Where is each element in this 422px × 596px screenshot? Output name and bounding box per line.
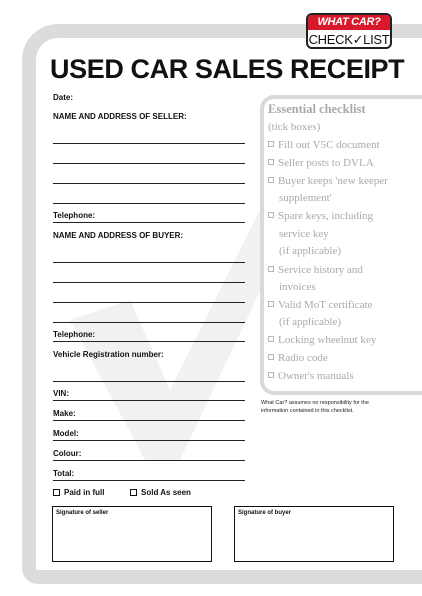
colour-line[interactable] <box>53 460 245 461</box>
seller-signature-box[interactable] <box>52 506 212 562</box>
make-line[interactable] <box>53 420 245 421</box>
checklist-item[interactable]: Locking wheelnut key <box>268 332 376 349</box>
checkbox-icon[interactable] <box>268 301 274 307</box>
checklist-heading: Essential checklist <box>268 102 366 116</box>
buyer-heading: NAME AND ADDRESS OF BUYER: <box>53 231 184 240</box>
checkbox-icon[interactable] <box>268 212 274 218</box>
logo-checklist-text: CHECK✓LIST <box>308 32 390 47</box>
checklist-item-continued: service key <box>279 228 329 240</box>
registration-line[interactable] <box>53 381 245 382</box>
checklist-item[interactable]: Spare keys, including <box>268 208 373 225</box>
checkbox-icon[interactable] <box>130 489 137 496</box>
checkbox-icon[interactable] <box>53 489 60 496</box>
checklist-subheading: (tick boxes) <box>268 121 321 133</box>
buyer-address-line-4[interactable] <box>53 322 245 323</box>
total-label: Total: <box>53 469 75 478</box>
sold-as-seen-option[interactable]: Sold As seen <box>130 488 191 497</box>
checkbox-icon[interactable] <box>268 141 274 147</box>
checkbox-icon[interactable] <box>268 336 274 342</box>
checklist-item-continued: (if applicable) <box>279 316 341 328</box>
checklist-item[interactable]: Service history and <box>268 262 363 279</box>
colour-label: Colour: <box>53 449 82 458</box>
checklist-item[interactable]: Owner's manuals <box>268 368 354 385</box>
paid-in-full-option[interactable]: Paid in full <box>53 488 104 497</box>
checklist-item[interactable]: Valid MoT certificate <box>268 297 372 314</box>
checkbox-icon[interactable] <box>268 177 274 183</box>
buyer-telephone-label: Telephone: <box>53 330 96 339</box>
checklist-item-continued: invoices <box>279 281 316 293</box>
seller-telephone-label: Telephone: <box>53 211 96 220</box>
seller-signature-label: Signature of seller <box>56 510 109 516</box>
seller-address-line-4[interactable] <box>53 203 245 204</box>
vin-label: VIN: <box>53 389 69 398</box>
checklist-item-continued: supplement' <box>279 192 332 204</box>
checkbox-icon[interactable] <box>268 266 274 272</box>
checklist-item[interactable]: Buyer keeps 'new keeper <box>268 173 388 190</box>
checklist-item-continued: (if applicable) <box>279 245 341 257</box>
buyer-address-line-3[interactable] <box>53 302 245 303</box>
checkbox-icon[interactable] <box>268 372 274 378</box>
make-label: Make: <box>53 409 76 418</box>
date-label: Date: <box>53 93 74 102</box>
total-line[interactable] <box>53 480 245 481</box>
checkbox-icon[interactable] <box>268 354 274 360</box>
registration-label: Vehicle Registration number: <box>53 350 164 359</box>
checklist-item[interactable]: Seller posts to DVLA <box>268 155 374 172</box>
disclaimer-text: What Car? assumes no responsibility for the information contained in this checklist. <box>261 400 369 414</box>
checklist-item[interactable]: Fill out V5C document <box>268 137 380 154</box>
model-label: Model: <box>53 429 79 438</box>
seller-telephone-line[interactable] <box>53 222 245 223</box>
buyer-signature-label: Signature of buyer <box>238 510 292 516</box>
seller-heading: NAME AND ADDRESS OF SELLER: <box>53 112 187 121</box>
model-line[interactable] <box>53 440 245 441</box>
page-title: USED CAR SALES RECEIPT <box>50 54 405 84</box>
buyer-telephone-line[interactable] <box>53 341 245 342</box>
seller-address-line-3[interactable] <box>53 183 245 184</box>
whatcar-checklist-logo <box>306 13 392 49</box>
checklist-item[interactable]: Radio code <box>268 350 328 367</box>
vin-line[interactable] <box>53 400 245 401</box>
checkbox-icon[interactable] <box>268 159 274 165</box>
seller-address-line-2[interactable] <box>53 163 245 164</box>
seller-address-line-1[interactable] <box>53 143 245 144</box>
logo-brand-text: WHAT CAR? <box>308 15 390 30</box>
buyer-address-line-2[interactable] <box>53 282 245 283</box>
buyer-address-line-1[interactable] <box>53 262 245 263</box>
buyer-signature-box[interactable] <box>234 506 394 562</box>
